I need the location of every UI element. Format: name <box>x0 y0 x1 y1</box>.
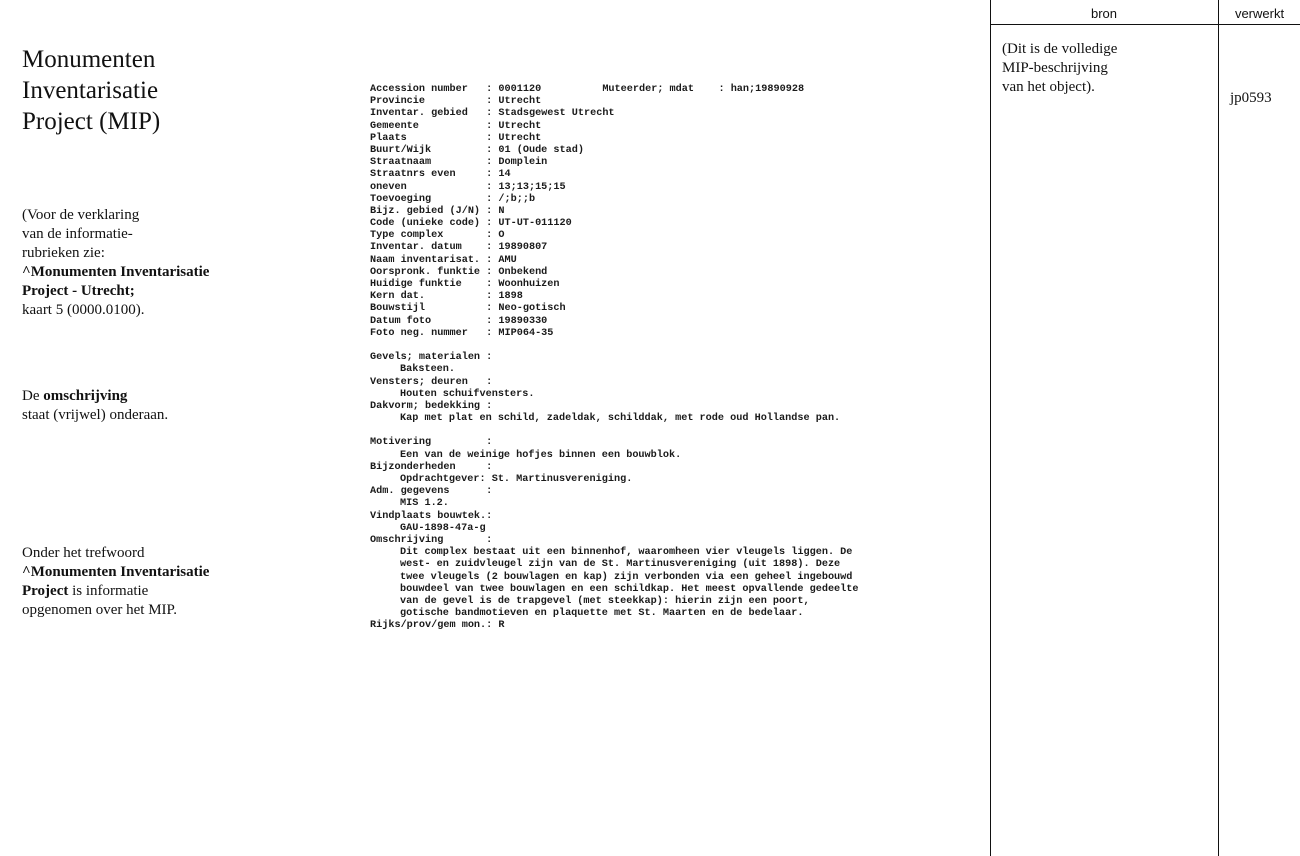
source-table <box>990 0 1300 856</box>
bron-line: (Dit is de volledige <box>1002 41 1118 57</box>
section-text: Dit complex bestaat uit een binnenhof, waaromheen vier vleugels liggen. De <box>400 547 853 559</box>
note-line: kaart 5 (0000.0100). <box>22 302 145 318</box>
record-field: Oorspronk. funktie : Onbekend <box>370 266 548 278</box>
note-line-bold: ^Monumenten Inventarisatie <box>22 264 210 280</box>
section-heading: Motivering : <box>370 437 493 449</box>
bron-cell <box>1002 40 1202 97</box>
record-field: Type complex : O <box>370 230 505 242</box>
record-sections-materials <box>370 352 970 425</box>
section-text: Opdrachtgever: St. Martinusvereniging. <box>400 474 633 485</box>
note-description <box>22 387 282 425</box>
bron-line: van het object). <box>1002 79 1095 95</box>
note-line: rubrieken zie: <box>22 245 105 261</box>
section-text: bouwdeel van twee bouwlagen en een schildkap. Het meest opvallende gedeelte <box>400 583 859 595</box>
note-bold-text: omschrijving <box>43 388 128 404</box>
record-field: Code (unieke code) : UT-UT-011120 <box>370 218 572 230</box>
record-monument-status: Rijks/prov/gem mon.: R <box>370 620 505 632</box>
title-line: Inventarisatie <box>22 77 159 104</box>
section-text: MIS 1.2. <box>400 498 449 510</box>
section-text: west- en zuidvleugel zijn van de St. Martinusvereniging (uit 1898). Deze <box>400 559 841 571</box>
note-bold-text: Project <box>22 583 69 599</box>
note-line: (Voor de verklaring <box>22 207 140 223</box>
note-line-bold: ^Monumenten Inventarisatie <box>22 564 210 580</box>
note-text: De <box>22 388 44 404</box>
record-field: Huidige funktie : Woonhuizen <box>370 279 560 290</box>
record-field: Bouwstijl : Neo-gotisch <box>370 303 566 315</box>
page-title <box>22 44 282 137</box>
section-heading: Vindplaats bouwtek.: <box>370 510 493 522</box>
column-header-bron: bron <box>1090 6 1118 21</box>
note-line: staat (vrijwel) onderaan. <box>22 407 169 423</box>
section-heading: Omschrijving : <box>370 534 493 546</box>
record-field: oneven : 13;13;15;15 <box>370 181 566 193</box>
record-sections-notes <box>370 437 970 620</box>
record-field: Datum foto : 19890330 <box>370 315 548 327</box>
left-column <box>22 44 282 137</box>
note-line: Onder het trefwoord <box>22 545 145 561</box>
record-field: Accession number : 0001120 Muteerder; mdat : han;19890928 <box>370 84 805 95</box>
section-text: Een van de weinige hofjes binnen een bouwblok. <box>400 449 682 461</box>
record-field: Plaats : Utrecht <box>370 132 542 144</box>
record-field: Straatnaam : Domplein <box>370 157 548 169</box>
record-fields <box>370 84 970 340</box>
title-line: Project (MIP) <box>22 108 161 135</box>
note-line: van de informatie- <box>22 226 133 242</box>
record-field: Toevoeging : /;b;;b <box>370 193 536 205</box>
record-field: Naam inventarisat. : AMU <box>370 254 517 266</box>
record-field: Straatnrs even : 14 <box>370 169 511 181</box>
section-text: Houten schuifvensters. <box>400 388 535 400</box>
record-field: Kern dat. : 1898 <box>370 291 523 303</box>
section-heading: Gevels; materialen : <box>370 352 493 364</box>
note-line <box>22 387 282 406</box>
section-text: gotische bandmotieven en plaquette met St. Maarten en de bedelaar. <box>400 608 804 620</box>
note-line <box>22 582 282 601</box>
record-field: Foto neg. nummer : MIP064-35 <box>370 327 554 339</box>
section-heading: Dakvorm; bedekking : <box>370 400 493 412</box>
section-heading: Bijzonderheden : <box>370 461 493 473</box>
section-text: GAU-1898-47a-g <box>400 522 486 534</box>
title-line: Monumenten <box>22 46 156 73</box>
column-header-verwerkt: verwerkt <box>1234 6 1285 21</box>
mip-record <box>370 84 970 632</box>
note-explanation <box>22 206 282 320</box>
section-text: Baksteen. <box>400 364 456 376</box>
record-field: Gemeente : Utrecht <box>370 120 542 132</box>
note-text: is informatie <box>68 583 149 599</box>
record-field: Inventar. datum : 19890807 <box>370 242 548 254</box>
record-field: Buurt/Wijk : 01 (Oude stad) <box>370 144 584 156</box>
record-field: Bijz. gebied (J/N) : N <box>370 205 505 217</box>
record-field: Provincie : Utrecht <box>370 96 542 108</box>
record-field: Inventar. gebied : Stadsgewest Utrecht <box>370 108 615 120</box>
section-text: van de gevel is de trapgevel (met steekkap): hierin zijn een poort, <box>400 595 810 607</box>
note-keyword <box>22 544 282 620</box>
section-text: Kap met plat en schild, zadeldak, schilddak, met rode oud Hollandse pan. <box>400 413 841 425</box>
note-line: opgenomen over het MIP. <box>22 602 177 618</box>
bron-line: MIP-beschrijving <box>1002 60 1108 76</box>
section-heading: Vensters; deuren : <box>370 376 493 388</box>
note-line-bold: Project - Utrecht; <box>22 283 135 299</box>
section-text: twee vleugels (2 bouwlagen en kap) zijn verbonden via een geheel ingebouwd <box>400 571 853 583</box>
verwerkt-cell: jp0593 <box>1230 90 1272 106</box>
section-heading: Adm. gegevens : <box>370 486 493 498</box>
